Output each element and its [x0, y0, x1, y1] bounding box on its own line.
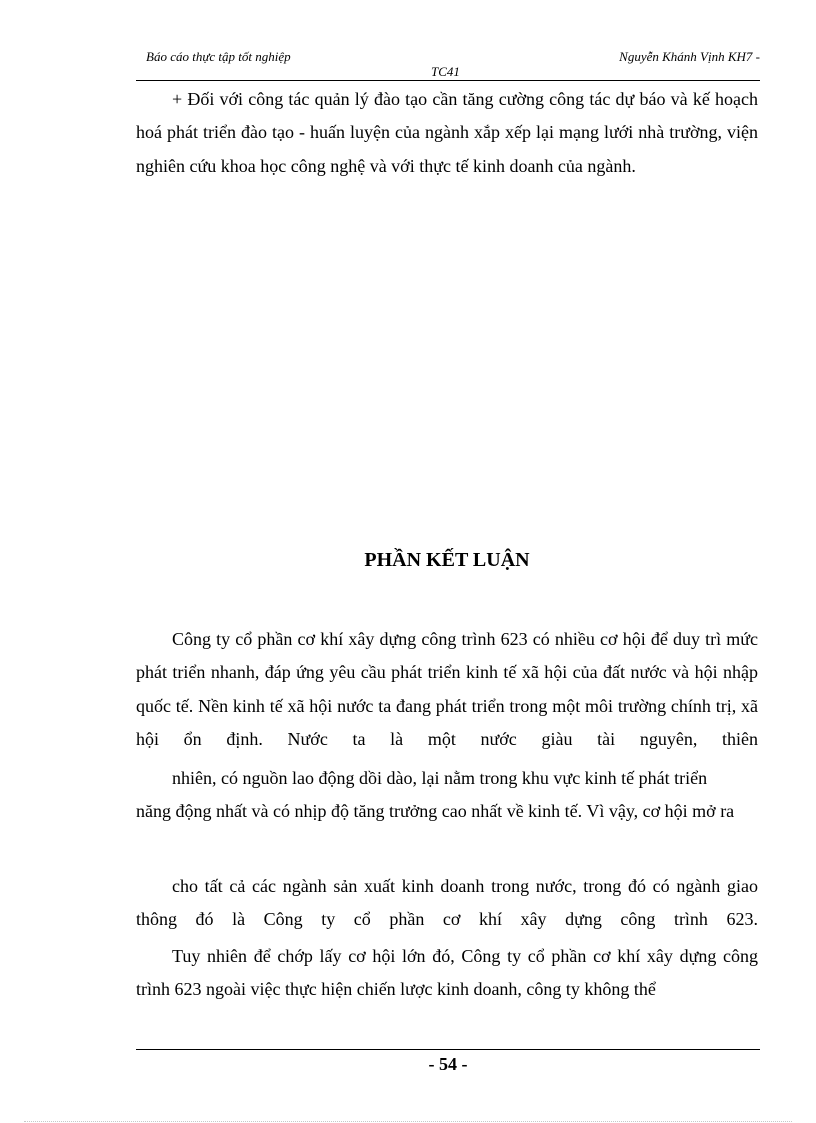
paragraph-text: Công ty cổ phần cơ khí xây dựng công trình 623 có nhiều cơ hội để duy trì mức phát triển nhanh, đáp ứng yêu cầu phát triển kinh tế xã hội của đất nước và hội nhập quốc tế. Nền kinh tế xã hội nước ta đang phát triển trong một môi trường chính trị, xã hội ổn định. Nước ta là một nước giàu tài nguyên, thiên — [136, 629, 758, 749]
paragraph-text: cho tất cả các ngành sản xuất kinh doanh trong nước, trong đó có ngành giao thông đó là Công ty cổ phần cơ khí xây dựng công trình 623. — [136, 876, 758, 930]
conclusion-paragraph-2 — [136, 762, 758, 829]
conclusion-paragraph-1 — [136, 623, 758, 756]
paragraph-text: Tuy nhiên để chớp lấy cơ hội lớn đó, Công ty cổ phần cơ khí xây dựng công trình 623 ngoài việc thực hiện chiến lược kinh doanh, công ty không thể — [136, 946, 758, 1000]
header-report-title: Báo cáo thực tập tốt nghiệp — [146, 49, 291, 64]
body-paragraph-training — [136, 83, 758, 183]
header-class-code: TC41 — [431, 64, 460, 79]
paragraph-first-line: nhiên, có nguồn lao động dồi dào, lại nằm trong khu vực kinh tế phát triển — [172, 768, 708, 788]
header-author: Nguyễn Khánh Vịnh KH7 - — [619, 49, 760, 64]
footer-divider — [136, 1049, 760, 1050]
conclusion-paragraph-4 — [136, 940, 758, 1007]
section-title: PHẦN KẾT LUẬN — [364, 549, 530, 571]
conclusion-paragraph-3 — [136, 870, 758, 937]
paragraph-text: năng động nhất và có nhịp độ tăng trưởng cao nhất về kinh tế. Vì vậy, cơ hội mở ra — [136, 801, 735, 822]
page-number: - 54 - — [428, 1054, 468, 1074]
header-divider — [136, 80, 760, 81]
paragraph-text: + Đối với công tác quản lý đào tạo cần tăng cường công tác dự báo và kế hoạch hoá phát triển đào tạo - huấn luyện của ngành xắp xếp lại mạng lưới nhà trường, viện nghiên cứu khoa học công nghệ và với thực tế kinh doanh của ngành. — [136, 89, 758, 176]
page-edge-divider — [24, 1121, 792, 1122]
